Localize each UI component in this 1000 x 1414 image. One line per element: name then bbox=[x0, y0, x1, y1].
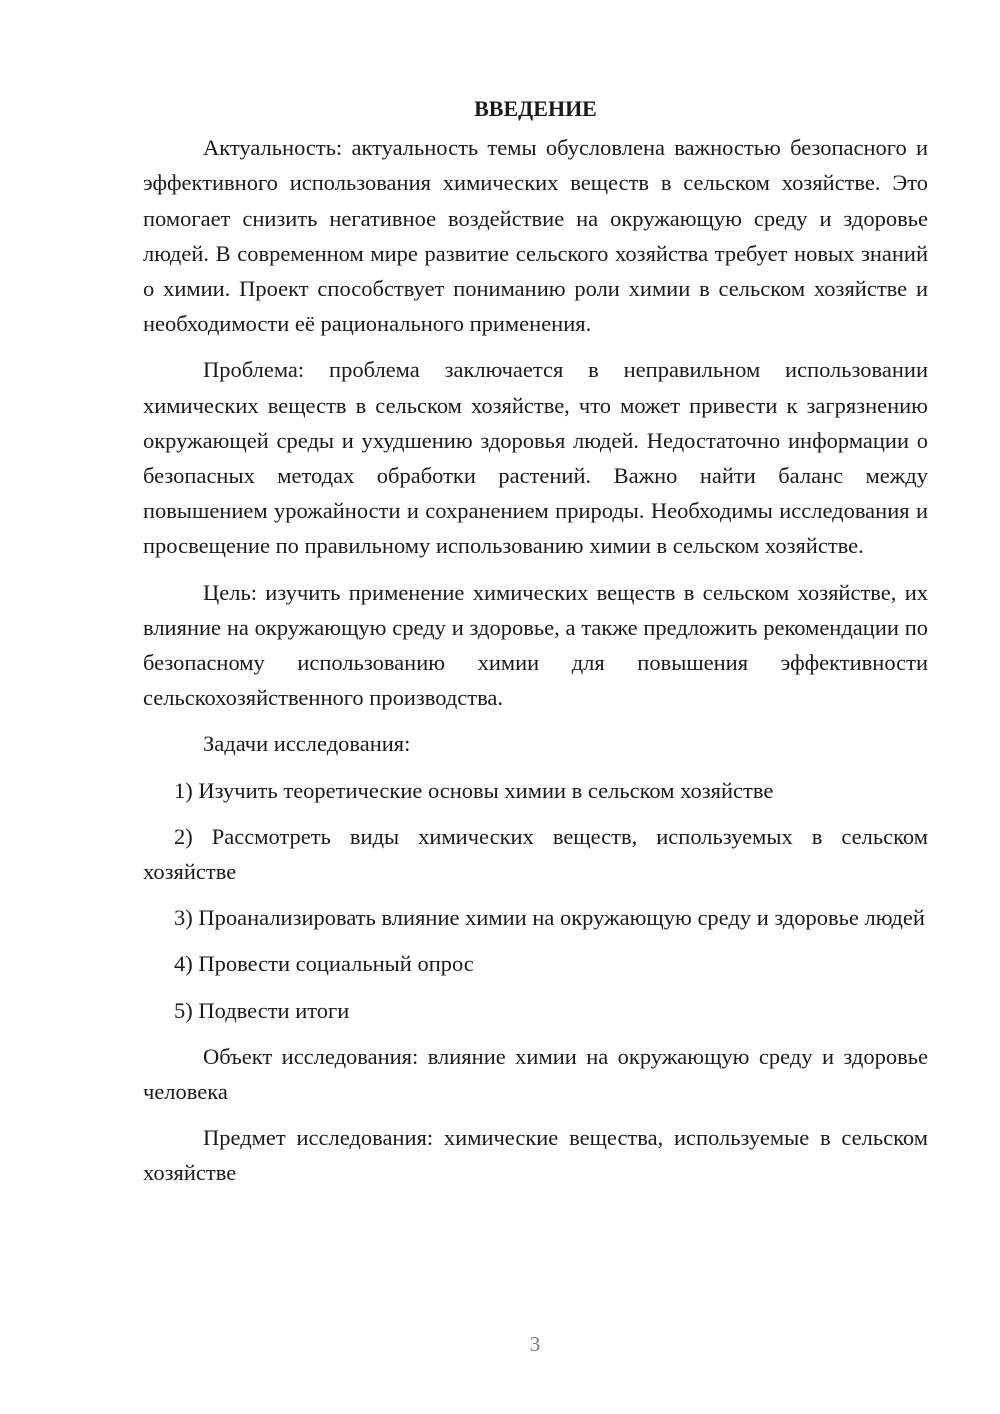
page-number: 3 bbox=[529, 1332, 541, 1356]
paragraph-relevance: Актуальность: актуальность темы обусловлена важностью безопасного и эффективного использования химических веществ в сельском хозяйстве. Это помогает снизить негативное воздействие на окружающую среду и здоровье людей. В современном мире развитие сельского хозяйства требует новых знаний о химии. Проект способствует пониманию роли химии в сельском хозяйстве и необходимости её рационального применения. bbox=[143, 135, 928, 337]
task-item-4: 4) Провести социальный опрос bbox=[174, 951, 474, 977]
document-body bbox=[143, 91, 928, 1191]
section-title: ВВЕДЕНИЕ bbox=[474, 96, 597, 121]
paragraph-goal: Цель: изучить применение химических веществ в сельском хозяйстве, их влияние на окружающую среду и здоровье, а также предложить рекомендации по безопасному использованию химии для повышения эффективности сельскохозяйственного производства. bbox=[143, 579, 928, 711]
paragraph-research-object: Объект исследования: влияние химии на окружающую среду и здоровье человека bbox=[143, 1043, 928, 1105]
paragraph-research-subject: Предмет исследования: химические вещества, используемые в сельском хозяйстве bbox=[143, 1125, 928, 1186]
paragraph-problem: Проблема: проблема заключается в неправильном использовании химических веществ в сельском хозяйстве, что может привести к загрязнению окружающей среды и ухудшению здоровья людей. Недостаточно информации о безопасных методах обработки растений. Важно найти баланс между повышением урожайности и сохранением природы. Необходимы исследования и просвещение по правильному использованию химии в сельском хозяйстве. bbox=[143, 357, 928, 559]
task-item-2: 2) Рассмотреть виды химических веществ, используемых в сельском хозяйстве bbox=[143, 823, 928, 885]
task-item-5: 5) Подвести итоги bbox=[174, 997, 350, 1023]
paragraph-tasks-heading: Задачи исследования: bbox=[203, 731, 411, 757]
task-item-3: 3) Проанализировать влияние химии на окружающую среду и здоровье людей bbox=[174, 905, 925, 931]
task-item-1: 1) Изучить теоретические основы химии в сельском хозяйстве bbox=[174, 777, 774, 803]
